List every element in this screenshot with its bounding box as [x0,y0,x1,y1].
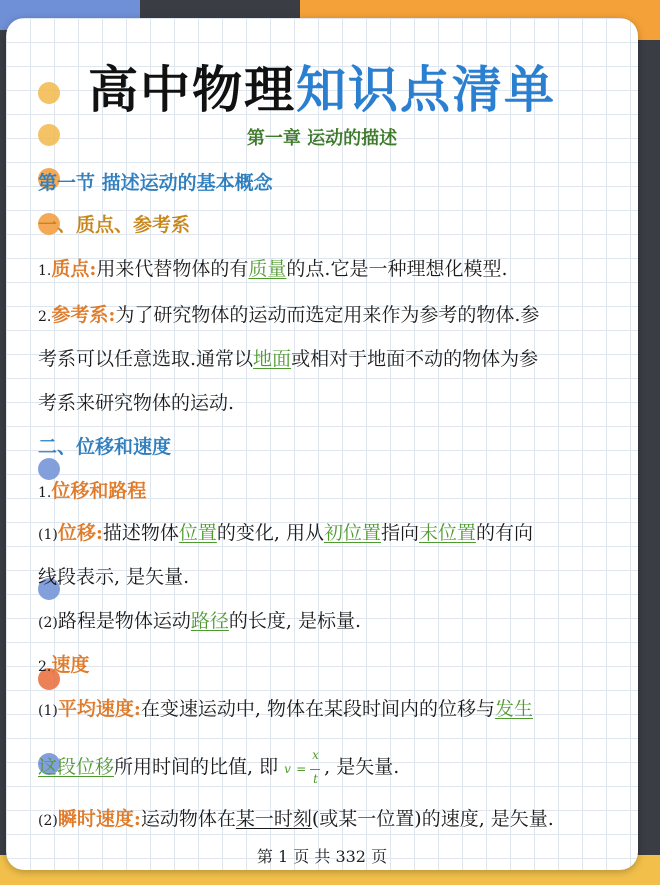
text-line-8 [38,606,628,633]
text-line-12 [38,804,628,831]
notebook-page [6,18,638,870]
text-line-5 [38,476,628,503]
item-number: (2) [38,813,58,829]
line-text: 描述物体 [102,522,179,544]
formula-v: v [284,762,291,776]
item-number: (1) [38,703,58,719]
line-text: 的变化, 用从 [216,522,324,544]
line-text: 路程是物体运动 [57,610,191,632]
subsection-heading-2: 二、位移和速度 [38,436,172,458]
line-text: 指向 [381,522,420,544]
line-text: (或某一位置)的速度, 是矢量. [311,808,554,830]
term-label: 位移: [57,522,103,544]
line-text: 的有向 [476,522,534,544]
line-text: 或相对于地面不动的物体为参 [291,348,539,370]
text-line-6 [38,518,628,545]
highlight-text: 发生 [494,698,533,720]
formula-denominator: t [313,772,318,786]
text-line-7: 线段表示, 是矢量. [38,566,190,588]
text-line-3 [38,344,628,371]
item-number: 2. [38,659,52,675]
line-text: 在变速运动中, 物体在某段时间内的位移与 [140,698,495,720]
item-number: 2. [38,309,52,325]
highlight-text: 这段位移 [38,756,115,778]
item-number: 1. [38,263,52,279]
highlight-text: 位置 [178,522,217,544]
text-line-9 [38,650,628,677]
title-part-1: 高中物理 [88,61,296,119]
title-part-2: 知识点清单 [296,61,556,119]
term-label: 平均速度: [57,698,141,720]
text-line-11 [38,748,628,786]
subsection-heading-1: 一、质点、参考系 [38,214,191,236]
line-text: 所用时间的比值, 即 [114,756,279,778]
formula-numerator: x [312,748,319,762]
fraction-bar [310,769,320,770]
formula-equals: = [296,762,307,776]
line-text: 运动物体在 [140,808,236,830]
line-text: , 是矢量. [324,756,400,778]
section-heading: 第一节 描述运动的基本概念 [38,172,273,194]
term-label: 速度 [51,654,90,676]
page-title [6,58,638,122]
line-text: 用来代替物体的有 [96,258,249,280]
underlined-text: 某一时刻 [235,808,312,830]
text-line-2 [38,300,628,327]
highlight-text: 路径 [190,610,229,632]
highlight-text: 地面 [253,348,292,370]
text-line-1 [38,254,628,281]
page-footer: 第 1 页 共 332 页 [256,847,388,866]
item-number: (1) [38,527,58,543]
chapter-heading: 第一章 运动的描述 [246,128,398,149]
highlight-text: 末位置 [419,522,477,544]
term-label: 瞬时速度: [57,808,141,830]
highlight-text: 初位置 [323,522,381,544]
text-line-4: 考系来研究物体的运动. [38,392,235,414]
item-number: 1. [38,485,52,501]
line-text: 的长度, 是标量. [228,610,361,632]
term-label: 位移和路程 [51,480,147,502]
line-text: 为了研究物体的运动而选定用来作为参考的物体.参 [115,304,540,326]
line-text: 考系可以任意选取.通常以 [38,348,254,370]
term-label: 参考系: [51,304,116,326]
velocity-formula [284,748,324,786]
line-text: 的点.它是一种理想化模型. [286,258,508,280]
highlight-text: 质量 [248,258,287,280]
item-number: (2) [38,615,58,631]
text-line-10 [38,694,628,721]
term-label: 质点: [51,258,97,280]
